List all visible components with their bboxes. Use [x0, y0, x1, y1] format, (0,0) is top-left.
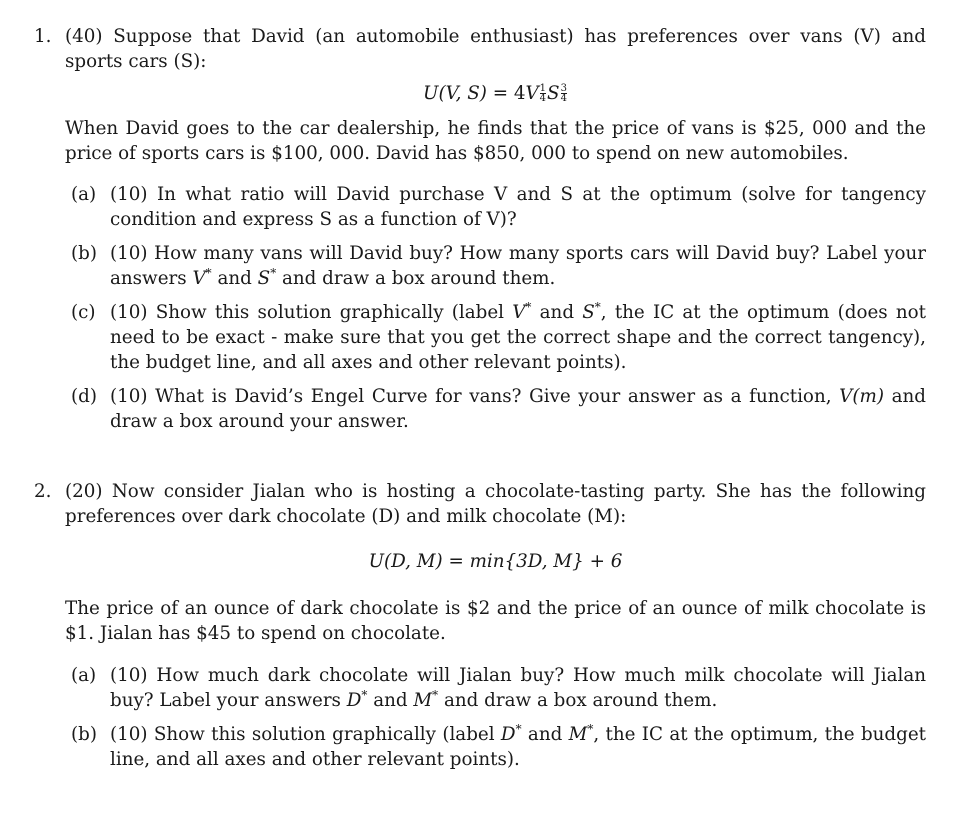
utility-var-s: S	[547, 83, 560, 104]
problem-1	[34, 24, 926, 434]
problem-1-context: When David goes to the car dealership, he finds that the price of vans is $25, 000 and the price of sports cars is $100, 000. David has $850, 000 to spend on new automobiles.	[65, 118, 926, 164]
problem-1-part-a: (a) (10) In what ratio will David purchase V and S at the optimum (solve for tangency condition and express S as a function of V)?	[71, 184, 926, 230]
problem-2	[34, 479, 926, 772]
problem-2-part-a: (a) (10) How much dark chocolate will Jialan buy? How much milk chocolate will Jialan buy? Label your answers D* and M* and draw a box around them.	[71, 665, 926, 711]
problem-2-number: 2.	[34, 481, 52, 502]
utility-coefficient: 4	[513, 83, 526, 104]
problem-1-part-b: (b) (10) How many vans will David buy? How many sports cars will David buy? Label your answers V* and S* and draw a box around them.	[71, 243, 926, 289]
exponent-v: $\frac{1}{4}$	[539, 83, 547, 104]
problem-1-number: 1.	[34, 26, 52, 47]
problem-2-context: The price of an ounce of dark chocolate is $2 and the price of an ounce of milk chocolate is $1. Jialan has $45 to spend on chocolate.	[65, 598, 926, 644]
problem-1-part-c: (c) (10) Show this solution graphically (label V* and S*, the IC at the optimum (does not need to be exact - make sure that you get the correct shape and the correct tangency), the budget line, and all axes and other relevant points).	[71, 300, 926, 373]
problem-2-intro: (20) Now consider Jialan who is hosting a chocolate-tasting party. She has the following preferences over dark chocolate (D) and milk chocolate (M):	[65, 481, 926, 527]
problem-1-intro: (40) Suppose that David (an automobile enthusiast) has preferences over vans (V) and sports cars (S):	[65, 26, 926, 72]
problem-2-part-b: (b) (10) Show this solution graphically (label D* and M*, the IC at the optimum, the budget line, and all axes and other relevant points).	[71, 722, 927, 770]
utility-lhs: U(V, S)	[423, 83, 487, 104]
problem-2-utility-equation: U(D, M) = min{3D, M} + 6	[368, 551, 623, 572]
problem-1-utility-equation	[65, 80, 926, 108]
utility-var-v: V	[525, 83, 539, 104]
problem-1-part-d: (d) (10) What is David’s Engel Curve for vans? Give your answer as a function, V(m) and draw a box around your answer.	[71, 386, 926, 432]
equals-sign: =	[492, 83, 509, 104]
exponent-s: $\frac{3}{4}$	[560, 83, 567, 104]
